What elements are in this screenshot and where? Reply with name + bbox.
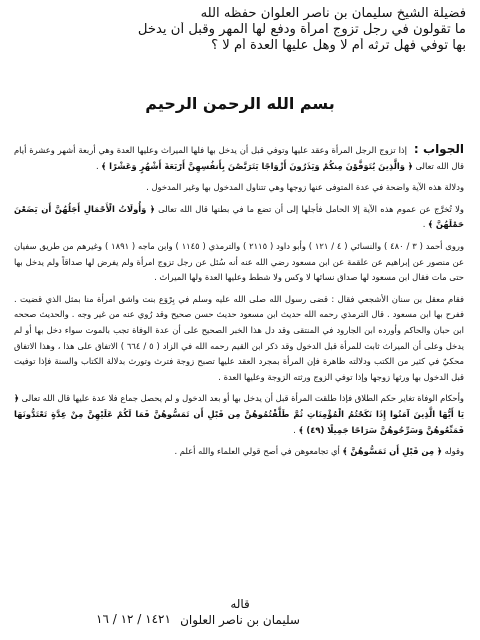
paragraph bbox=[14, 292, 464, 386]
paragraph-text: وقوله bbox=[444, 446, 464, 457]
paragraph bbox=[14, 180, 464, 196]
quran-verse: ﴿ مِن قَبْلِ أَن تَمَسُّوهُنَّ ﴾ bbox=[342, 446, 442, 457]
paragraph-text: . bbox=[422, 219, 426, 230]
signature-date: ١٤٢١ / ١٢ / ١٦ bbox=[96, 612, 171, 626]
quran-verse: ﴿ يَا أَيُّهَا الَّذِينَ آمَنُوا إِذَا نَكَحْتُمُ الْمُؤْمِنَاتِ ثُمَّ طَلَّقْتُمُوهُنَّ مِن قَبْلِ أَن تَمَسُّوهُنَّ فَمَا لَكُمْ عَلَيْهِنَّ مِنْ عِدَّةٍ تَعْتَدُّونَهَا فَمَتِّعُوهُنَّ وَسَرِّحُوهُنَّ سَرَاحًا جَمِيلًا (٤٩) ﴾ bbox=[14, 393, 464, 435]
paragraph bbox=[14, 391, 464, 438]
basmala-heading: بسم الله الرحمن الرحيم bbox=[145, 94, 335, 113]
paragraph bbox=[14, 202, 464, 233]
quran-verse: ﴿ وَالَّذِينَ يُتَوَفَّوْنَ مِنكُمْ وَيَذَرُونَ أَزْوَاجًا يَتَرَبَّصْنَ بِأَنفُسِهِنَّ أَرْبَعَةَ أَشْهُرٍ وَعَشْرًا ﴾ bbox=[101, 160, 413, 171]
answer-body bbox=[14, 142, 464, 466]
signature-said: قاله bbox=[230, 597, 250, 611]
question-line: فضيلة الشيخ سليمان بن ناصر العلوان حفظه الله bbox=[200, 6, 466, 21]
paragraph-text: إذا تزوج الرجل المرأة وعقد عليها وتوفي قبل أن يدخل بها فلها الميراث وعليها العدة وهي أربعة أشهر وعشرة أيام قال الله تعالى bbox=[14, 145, 464, 171]
paragraph-text: أي تجامعوهن في أصح قولي العلماء والله أعلم . bbox=[174, 446, 340, 457]
paragraph-text: وأحكام الوفاة تغاير حكم الطلاق فإذا طلقت المرأة قبل أن يدخل بها أو بعد الدخول و لم يحصل جماع فلا عدة عليها قال الله تعالى bbox=[21, 393, 464, 404]
question-block bbox=[10, 6, 466, 54]
question-line: بها توفي فهل ترثه أم لا وهل عليها العدة أم لا ؟ bbox=[211, 38, 466, 53]
paragraph bbox=[14, 239, 464, 286]
signature-block bbox=[180, 596, 300, 628]
answer-label: الجواب : bbox=[413, 142, 464, 156]
question-line: ما تقولون في رجل تزوج امرأة ودفع لها المهر وقبل أن يدخل bbox=[137, 22, 466, 37]
paragraph-text: فقام معقل بن سنان الأشجعي فقال : قضى رسول الله صلى الله عليه وسلم في بِرْوَع بنت واشق امرأة منا بمثل الذي قضيت . ففرح بها ابن مسعود . قال الترمذي رحمه الله حديث ابن مسعود حديث حسن صحيح وقد رُوي عنه من غير وجه . والحديث صححه ابن حبان والحاكم وأورده ابن الجارود في المنتقى وقد دل هذا الخبر الصحيح على أن عدة الوفاة تجب بالموت سواء دخل بها أو لم يدخل وعلى أن الميراث ثابت للمرأة قبل الدخول وقد ذكر ابن القيم رحمه الله في الزاد ( ٥ / ٦٦٤ ) الاتفاق على هذا ، وهذا الاتفاق محكيٌ في كثير من الكتب ودلالته ظاهرة فإن المرأة بمجرد العقد عليها تصبح زوجة فترث وتورث بدلالة الكتاب والسنة فإذا توفيت قبل الدخول بها ورثها زوجها وإذا توفي الزوج ورثته الزوجة وعليها العدة . bbox=[14, 293, 464, 382]
paragraph-text: وروى أحمد ( ٣ / ٤٨٠ ) والنسائي ( ٤ / ١٢١ ) وأبو داود ( ٢١١٥ ) والترمذي ( ١١٤٥ ) وابن ماجه ( ١٨٩١ ) وغيرهم من طريق سفيان عن منصور عن إبراهيم عن علقمة عن ابن مسعود رضي الله عنه أنه سُئل عن رجل تزوج امرأة ولم يفرض لها صداقاً ولم يدخل بها حتى مات فقال ابن مسعود لها صداق نسائها لا وكس ولا شطط وعليها العدة ولها الميراث . bbox=[14, 240, 464, 283]
answer-paragraph bbox=[14, 142, 464, 174]
paragraph-text: . bbox=[293, 424, 296, 435]
paragraph-text: ودلالة هذه الآية واضحة في عدة المتوفى عنها زوجها وهي تتناول المدخول بها وغير المدخول . bbox=[146, 182, 464, 193]
quran-verse: ﴿ وَأُولَاتُ الْأَحْمَالِ أَجَلُهُنَّ أَن يَضَعْنَ حَمْلَهُنَّ ﴾ bbox=[14, 203, 464, 230]
paragraph bbox=[14, 444, 464, 460]
signature-name: سليمان بن ناصر العلوان bbox=[180, 613, 300, 627]
paragraph-text: ولا تُخرَّج عن عموم هذه الآية إلا الحامل فأجلها إلى أن تضع ما في بطنها قال الله تعالى bbox=[158, 203, 464, 214]
paragraph-text: . bbox=[95, 160, 99, 171]
